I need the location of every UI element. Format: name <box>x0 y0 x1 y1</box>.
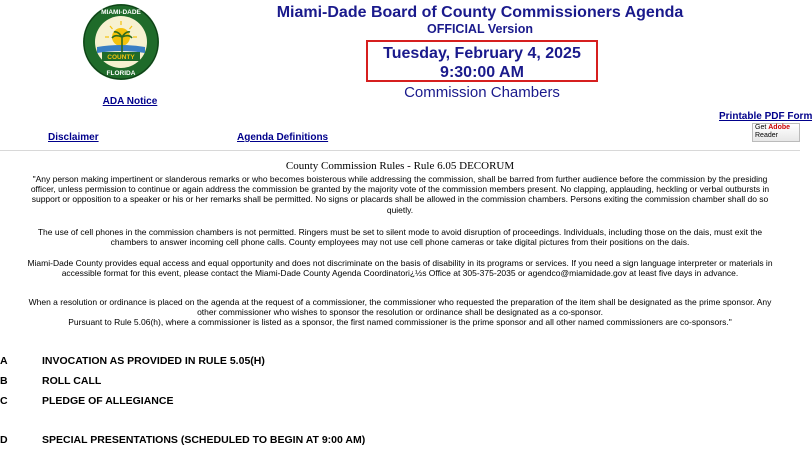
adobe-get-label: Get <box>755 124 767 131</box>
svg-text:FLORIDA: FLORIDA <box>106 70 136 77</box>
rules-title: County Commission Rules - Rule 6.05 DECORUM <box>285 160 515 172</box>
disclaimer-link[interactable]: Disclaimer <box>48 132 99 143</box>
sponsor-text-1: When a resolution or ordinance is placed on the agenda at the request of a commissioner, the commissioner who requested the preparation of the item shall be designated as the prime sponsor. Any other commissioner who wishes to sponsor the resolution or ordinance shall be designated as a co-sponsor. <box>28 297 772 318</box>
version-label: OFFICIAL Version <box>426 22 534 36</box>
sponsor-paragraph <box>20 297 780 328</box>
decorum-paragraph: "Any person making impertinent or slanderous remarks or who becomes boisterous while addressing the commission, shall be barred from further audience before the commission by the presiding officer, unless permission to continue or again address the commission be granted by the majority vote of the commission members present. No clapping, applauding, heckling or verbal outbursts in support or opposition to a speaker or his or her remarks shall be permitted. No signs or placards shall be allowed in the commission chambers. Persons exiting the commission chamber shall do so quietly. <box>30 174 770 215</box>
adobe-reader-label: Reader <box>755 132 778 139</box>
adobe-brand-label: Adobe <box>768 124 791 131</box>
meeting-time: 9:30:00 AM <box>440 64 524 81</box>
meeting-date: Tuesday, February 4, 2025 <box>383 45 581 62</box>
agenda-item-key: B <box>0 375 8 387</box>
header-divider <box>0 150 800 151</box>
cell-phone-paragraph: The use of cell phones in the commission chambers is not permitted. Ringers must be set to silent mode to avoid disruption of proceedings. Individuals, including those on the dais, must exit the chambers to answer incoming cell phone calls. County employees may not use cell phone cameras or take digital pictures from their positions on the dais. <box>37 227 763 248</box>
agenda-item-title[interactable]: PLEDGE OF ALLEGIANCE <box>42 395 174 407</box>
sponsor-text-2: Pursuant to Rule 5.06(h), where a commissioner is listed as a sponsor, the first named commissioner is the prime sponsor and all other named commissioners are co-sponsors." <box>68 317 732 328</box>
get-adobe-reader-button[interactable] <box>752 123 800 142</box>
meeting-location: Commission Chambers <box>404 84 560 101</box>
agenda-item-title[interactable]: INVOCATION AS PROVIDED IN RULE 5.05(H) <box>42 355 265 367</box>
svg-text:COUNTY: COUNTY <box>107 54 135 61</box>
agenda-item-title[interactable]: ROLL CALL <box>42 375 102 387</box>
agenda-item-title[interactable]: SPECIAL PRESENTATIONS (SCHEDULED TO BEGIN AT 9:00 AM) <box>42 434 366 446</box>
svg-text:MIAMI-DADE: MIAMI-DADE <box>101 9 141 16</box>
agenda-item-key: C <box>0 395 8 407</box>
page-title: Miami-Dade Board of County Commissioners Agenda <box>276 4 684 21</box>
county-seal-logo <box>82 3 160 81</box>
ada-notice-link[interactable]: ADA Notice <box>102 96 158 107</box>
agenda-item-key: A <box>0 355 8 367</box>
ada-paragraph: Miami-Dade County provides equal access and equal opportunity and does not discriminate on the basis of disability in its programs or services. If you need a sign language interpreter or materials in accessible format for this event, please contact the Miami-Dade County Agenda Coordinatori¿½s Office at 305-375-2035 or agendco@miamidade.gov at least five days in advance. <box>27 258 773 279</box>
agenda-item-key: D <box>0 434 8 446</box>
printable-pdf-link[interactable]: Printable PDF Form <box>719 111 812 122</box>
agenda-definitions-link[interactable]: Agenda Definitions <box>237 132 329 143</box>
